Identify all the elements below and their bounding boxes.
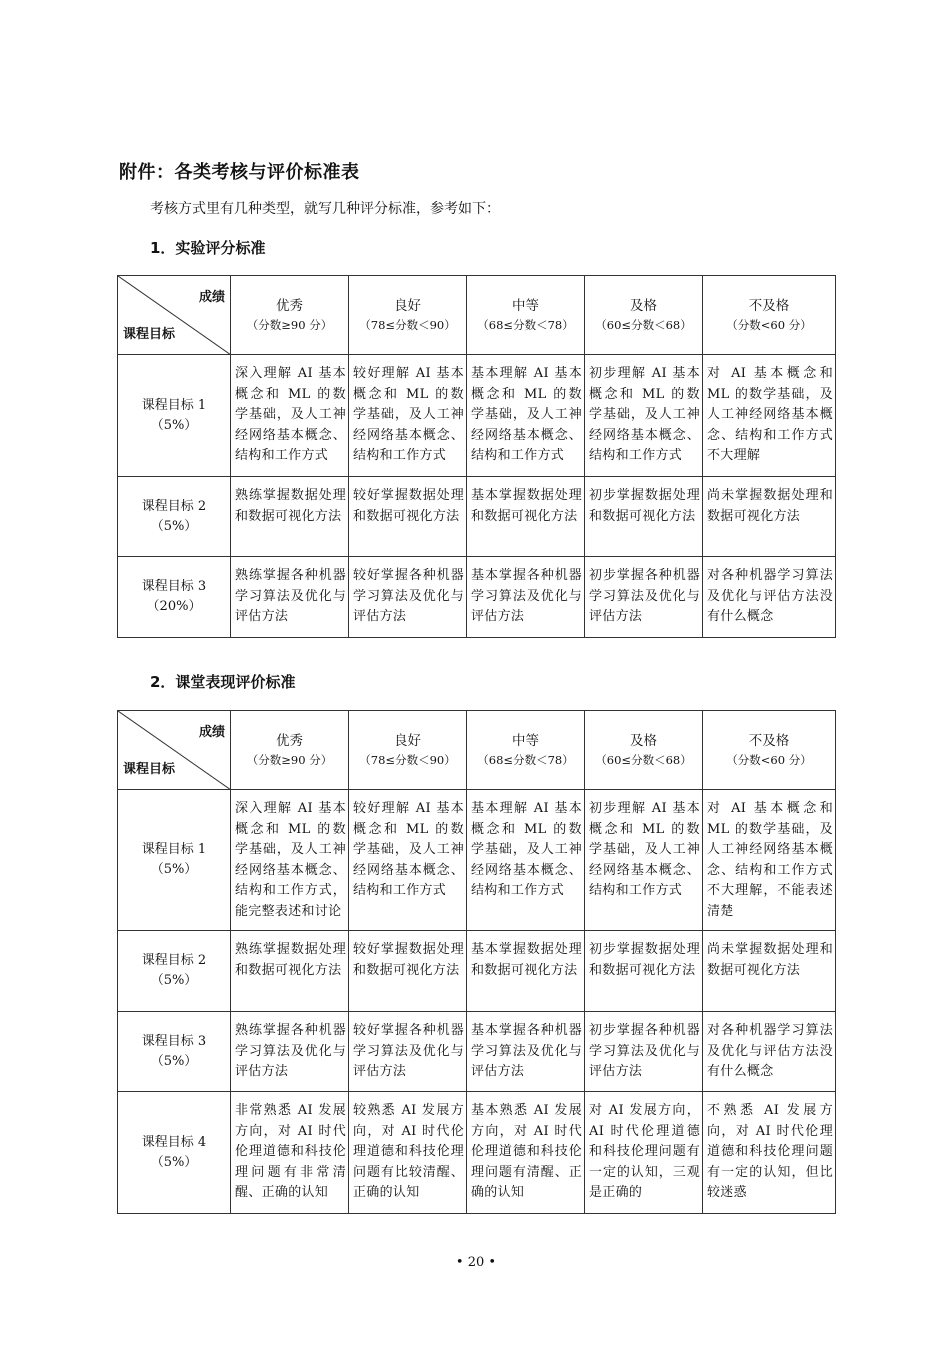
criteria-cell	[703, 355, 836, 477]
criteria-text: 基本掌握数据处理和数据可视化方法	[471, 942, 582, 978]
criteria-cell	[467, 355, 585, 477]
criteria-cell	[703, 1012, 836, 1092]
criteria-text: 对 AI 基本概念和 ML 的数学基础，及人工神经网络基本概念、结构和工作方式不大理解，不能表述清楚	[707, 801, 833, 919]
criteria-cell	[467, 557, 585, 638]
grade-header-cell	[231, 276, 349, 355]
criteria-text: 初步理解 AI 基本概念和 ML 的数学基础，及人工神经网络基本概念、结构和工作方式	[589, 366, 700, 463]
criteria-cell	[231, 355, 349, 477]
grade-name: 优秀	[276, 298, 303, 314]
grade-range: （68≤分数＜78）	[477, 318, 574, 332]
criteria-text: 较好掌握数据处理和数据可视化方法	[353, 488, 464, 524]
course-goal-weight: （5%）	[150, 518, 198, 534]
page-title: 附件：各类考核与评价标准表	[119, 162, 360, 183]
course-goal-cell	[118, 557, 231, 638]
grade-header-cell	[703, 276, 836, 355]
criteria-cell	[349, 477, 467, 557]
criteria-cell	[231, 557, 349, 638]
course-goal-cell	[118, 477, 231, 557]
criteria-text: 对 AI 基本概念和 ML 的数学基础，及人工神经网络基本概念、结构和工作方式不大理解	[707, 366, 833, 463]
course-goal-cell	[118, 1092, 231, 1214]
criteria-text: 较好掌握各种机器学习算法及优化与评估方法	[353, 568, 464, 624]
grade-header-cell	[349, 276, 467, 355]
criteria-text: 熟练掌握数据处理和数据可视化方法	[235, 488, 346, 524]
course-goal-weight: （20%）	[146, 599, 202, 614]
criteria-text: 基本掌握各种机器学习算法及优化与评估方法	[471, 1023, 582, 1079]
criteria-cell	[231, 1092, 349, 1214]
grade-header-cell	[349, 711, 467, 790]
criteria-cell	[703, 557, 836, 638]
criteria-cell	[585, 355, 703, 477]
criteria-text: 初步掌握各种机器学习算法及优化与评估方法	[589, 1023, 700, 1079]
criteria-text: 初步掌握各种机器学习算法及优化与评估方法	[589, 568, 700, 624]
header-score-label: 成绩	[198, 290, 225, 305]
criteria-cell	[231, 477, 349, 557]
criteria-cell	[467, 931, 585, 1012]
grade-range: （78≤分数＜90）	[359, 318, 456, 332]
criteria-cell	[585, 477, 703, 557]
header-goal-label: 课程目标	[123, 762, 176, 777]
grade-name: 良好	[394, 733, 421, 749]
criteria-cell	[703, 477, 836, 557]
course-goal-name: 课程目标 3	[141, 1033, 207, 1049]
grade-header-cell	[703, 711, 836, 790]
criteria-cell	[349, 790, 467, 931]
section-heading-classroom: 2．课堂表现评价标准	[150, 673, 296, 691]
criteria-cell	[349, 557, 467, 638]
criteria-text: 深入理解 AI 基本概念和 ML 的数学基础，及人工神经网络基本概念、结构和工作方式	[235, 366, 346, 463]
course-goal-name: 课程目标 3	[141, 579, 207, 594]
criteria-text: 对各种机器学习算法及优化与评估方法没有什么概念	[707, 1023, 833, 1079]
criteria-text: 较熟悉 AI 发展方向，对 AI 时代伦理道德和科技伦理问题有比较清醒、正确的认知	[353, 1103, 464, 1200]
header-score-label: 成绩	[198, 725, 225, 740]
criteria-text: 初步掌握数据处理和数据可视化方法	[589, 488, 700, 524]
grade-header-cell	[231, 711, 349, 790]
criteria-text: 深入理解 AI 基本概念和 ML 的数学基础，及人工神经网络基本概念、结构和工作方式，能完整表述和讨论	[235, 801, 346, 919]
grade-name: 不及格	[748, 298, 790, 314]
page-number: • 20 •	[455, 1255, 497, 1270]
criteria-cell	[467, 1012, 585, 1092]
header-row	[118, 276, 836, 355]
grade-range: （60≤分数＜68）	[595, 318, 692, 332]
intro-paragraph: 考核方式里有几种类型，就写几种评分标准，参考如下：	[150, 201, 500, 217]
course-goal-cell	[118, 931, 231, 1012]
table-row	[118, 557, 836, 638]
grade-header-cell	[467, 276, 585, 355]
course-goal-weight: （5%）	[150, 417, 198, 433]
course-goal-cell	[118, 1012, 231, 1092]
criteria-cell	[231, 931, 349, 1012]
criteria-text: 基本掌握数据处理和数据可视化方法	[471, 488, 582, 524]
criteria-cell	[703, 931, 836, 1012]
criteria-text: 较好理解 AI 基本概念和 ML 的数学基础，及人工神经网络基本概念、结构和工作方式	[353, 366, 464, 463]
grade-range: （分数≥90 分）	[246, 318, 333, 332]
criteria-cell	[349, 1012, 467, 1092]
criteria-cell	[585, 557, 703, 638]
criteria-cell	[349, 931, 467, 1012]
criteria-cell	[231, 790, 349, 931]
table-row	[118, 355, 836, 477]
experiment-rubric-table	[117, 275, 836, 638]
grade-range: （60≤分数＜68）	[595, 753, 692, 767]
diagonal-header-cell	[118, 711, 231, 790]
header-goal-label: 课程目标	[123, 327, 176, 342]
criteria-cell	[467, 477, 585, 557]
criteria-cell	[349, 355, 467, 477]
course-goal-name: 课程目标 2	[141, 498, 207, 514]
grade-range: （分数≥90 分）	[246, 753, 333, 767]
table-row	[118, 477, 836, 557]
course-goal-cell	[118, 790, 231, 931]
criteria-text: 对 AI 发展方向，AI 时代伦理道德和科技伦理问题有一定的认知，三观是正确的	[589, 1103, 700, 1200]
criteria-text: 初步理解 AI 基本概念和 ML 的数学基础，及人工神经网络基本概念、结构和工作方式	[589, 801, 700, 898]
grade-name: 优秀	[276, 733, 303, 749]
course-goal-weight: （5%）	[150, 1053, 198, 1069]
table-row	[118, 790, 836, 931]
criteria-text: 尚未掌握数据处理和数据可视化方法	[707, 942, 833, 978]
classroom-rubric-table	[117, 710, 836, 1214]
table-row	[118, 1012, 836, 1092]
table-row	[118, 931, 836, 1012]
grade-header-cell	[585, 276, 703, 355]
grade-range: （分数<60 分）	[726, 753, 812, 767]
grade-range: （分数<60 分）	[726, 318, 812, 332]
header-row	[118, 711, 836, 790]
criteria-text: 非常熟悉 AI 发展方向，对 AI 时代伦理道德和科技伦理问题有非常清醒、正确的认知	[235, 1103, 346, 1200]
course-goal-weight: （5%）	[150, 973, 198, 988]
criteria-text: 基本理解 AI 基本概念和 ML 的数学基础，及人工神经网络基本概念、结构和工作方式	[471, 801, 582, 898]
criteria-text: 对各种机器学习算法及优化与评估方法没有什么概念	[707, 568, 833, 624]
criteria-text: 熟练掌握数据处理和数据可视化方法	[235, 942, 346, 978]
grade-header-cell	[585, 711, 703, 790]
criteria-cell	[703, 790, 836, 931]
criteria-text: 较好理解 AI 基本概念和 ML 的数学基础，及人工神经网络基本概念、结构和工作方式	[353, 801, 464, 898]
criteria-cell	[349, 1092, 467, 1214]
criteria-cell	[467, 1092, 585, 1214]
grade-name: 及格	[630, 733, 657, 749]
criteria-text: 基本掌握各种机器学习算法及优化与评估方法	[471, 568, 582, 624]
diagonal-header-cell	[118, 276, 231, 355]
course-goal-name: 课程目标 2	[141, 953, 207, 968]
course-goal-cell	[118, 355, 231, 477]
grade-name: 良好	[394, 298, 421, 314]
criteria-cell	[585, 931, 703, 1012]
course-goal-name: 课程目标 1	[141, 842, 207, 857]
criteria-text: 熟练掌握各种机器学习算法及优化与评估方法	[235, 1023, 346, 1079]
grade-header-cell	[467, 711, 585, 790]
grade-name: 中等	[512, 733, 539, 749]
grade-range: （68≤分数＜78）	[477, 753, 574, 767]
table-row	[118, 1092, 836, 1214]
criteria-text: 熟练掌握各种机器学习算法及优化与评估方法	[235, 568, 346, 624]
criteria-cell	[467, 790, 585, 931]
section-heading-experiment: 1．实验评分标准	[150, 239, 266, 257]
criteria-text: 初步掌握数据处理和数据可视化方法	[589, 942, 700, 978]
grade-name: 及格	[630, 298, 657, 314]
course-goal-weight: （5%）	[150, 862, 198, 877]
criteria-text: 较好掌握各种机器学习算法及优化与评估方法	[353, 1023, 464, 1079]
criteria-cell	[585, 1092, 703, 1214]
grade-name: 不及格	[748, 733, 790, 749]
course-goal-weight: （5%）	[150, 1154, 198, 1170]
grade-range: （78≤分数＜90）	[359, 753, 456, 767]
criteria-text: 尚未掌握数据处理和数据可视化方法	[707, 488, 833, 524]
criteria-text: 基本熟悉 AI 发展方向，对 AI 时代伦理道德和科技伦理问题有清醒、正确的认知	[471, 1103, 582, 1200]
criteria-text: 基本理解 AI 基本概念和 ML 的数学基础，及人工神经网络基本概念、结构和工作方式	[471, 366, 582, 463]
criteria-cell	[231, 1012, 349, 1092]
criteria-cell	[585, 790, 703, 931]
grade-name: 中等	[512, 298, 539, 314]
course-goal-name: 课程目标 4	[141, 1134, 207, 1150]
criteria-text: 不熟悉 AI 发展方向，对 AI 时代伦理道德和科技伦理问题有一定的认知，但比较迷惑	[707, 1103, 833, 1200]
criteria-text: 较好掌握数据处理和数据可视化方法	[353, 942, 464, 978]
criteria-cell	[703, 1092, 836, 1214]
course-goal-name: 课程目标 1	[141, 397, 207, 413]
criteria-cell	[585, 1012, 703, 1092]
